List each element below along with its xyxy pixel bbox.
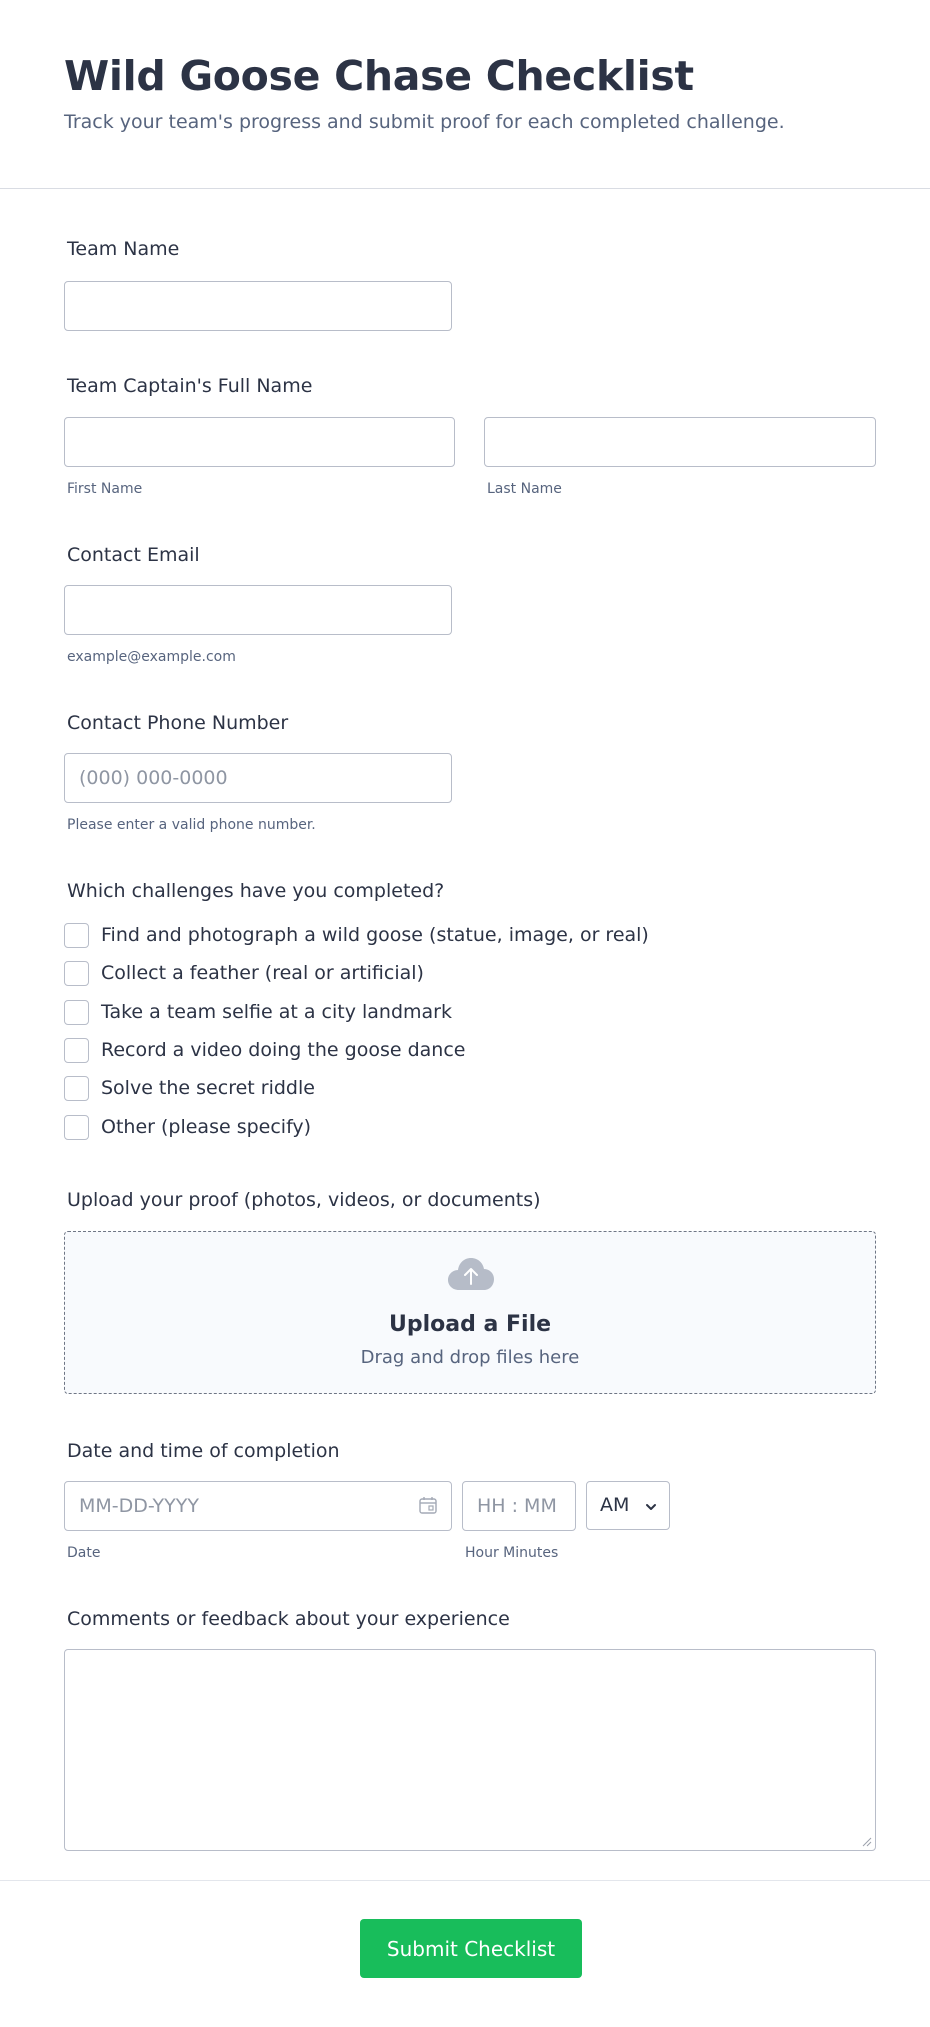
page-subtitle: Track your team's progress and submit proof for each completed challenge. <box>64 111 785 133</box>
datetime-label: Date and time of completion <box>67 1440 340 1462</box>
time-sublabel: Hour Minutes <box>465 1545 559 1561</box>
challenge-option-label: Take a team selfie at a city landmark <box>101 1001 452 1023</box>
team-name-label: Team Name <box>67 238 180 260</box>
checkbox[interactable] <box>64 1076 89 1101</box>
date-input[interactable] <box>64 1481 452 1531</box>
file-upload-dropzone[interactable] <box>64 1231 876 1394</box>
challenge-option-label: Record a video doing the goose dance <box>101 1039 466 1061</box>
phone-input[interactable] <box>64 753 452 803</box>
team-name-input[interactable] <box>64 281 452 331</box>
challenge-option-label: Find and photograph a wild goose (statue, image, or real) <box>101 924 649 946</box>
calendar-icon[interactable] <box>418 1495 438 1515</box>
challenge-option-label: Solve the secret riddle <box>101 1077 315 1099</box>
challenge-option[interactable] <box>64 922 649 948</box>
page-title: Wild Goose Chase Checklist <box>64 52 694 100</box>
comments-label: Comments or feedback about your experience <box>67 1608 510 1630</box>
email-sublabel: example@example.com <box>67 649 236 665</box>
email-label: Contact Email <box>67 544 200 566</box>
email-field[interactable] <box>64 585 452 635</box>
cloud-upload-icon <box>447 1256 495 1292</box>
challenge-option[interactable] <box>64 1075 315 1101</box>
challenge-option[interactable] <box>64 1037 465 1063</box>
challenges-label: Which challenges have you completed? <box>67 880 445 902</box>
upload-subtitle: Drag and drop files here <box>360 1347 580 1368</box>
checkbox[interactable] <box>64 1115 89 1140</box>
challenge-option-label: Other (please specify) <box>101 1116 312 1138</box>
captain-last-name-input[interactable] <box>484 417 876 467</box>
phone-label: Contact Phone Number <box>67 712 289 734</box>
resize-grip-icon[interactable] <box>860 1835 872 1847</box>
date-sublabel: Date <box>67 1545 101 1561</box>
captain-name-label: Team Captain's Full Name <box>67 375 313 397</box>
ampm-select[interactable] <box>586 1481 670 1530</box>
challenge-option-label: Collect a feather (real or artificial) <box>101 962 424 984</box>
submit-button[interactable]: Submit Checklist <box>360 1919 582 1978</box>
ampm-value: AM <box>600 1494 630 1516</box>
first-name-sublabel: First Name <box>67 481 143 497</box>
challenge-option[interactable] <box>64 1114 311 1140</box>
checkbox[interactable] <box>64 1038 89 1063</box>
challenge-option[interactable] <box>64 960 424 986</box>
upload-label: Upload your proof (photos, videos, or documents) <box>67 1189 541 1211</box>
upload-title: Upload a File <box>388 1312 552 1337</box>
challenge-option[interactable] <box>64 999 452 1025</box>
phone-sublabel: Please enter a valid phone number. <box>67 817 316 833</box>
checkbox[interactable] <box>64 961 89 986</box>
comments-textarea[interactable] <box>64 1649 876 1851</box>
form-header <box>0 0 930 189</box>
captain-first-name-input[interactable] <box>64 417 455 467</box>
time-input[interactable] <box>462 1481 576 1531</box>
chevron-down-icon <box>644 1500 658 1514</box>
checkbox[interactable] <box>64 1000 89 1025</box>
last-name-sublabel: Last Name <box>487 481 562 497</box>
checkbox[interactable] <box>64 923 89 948</box>
